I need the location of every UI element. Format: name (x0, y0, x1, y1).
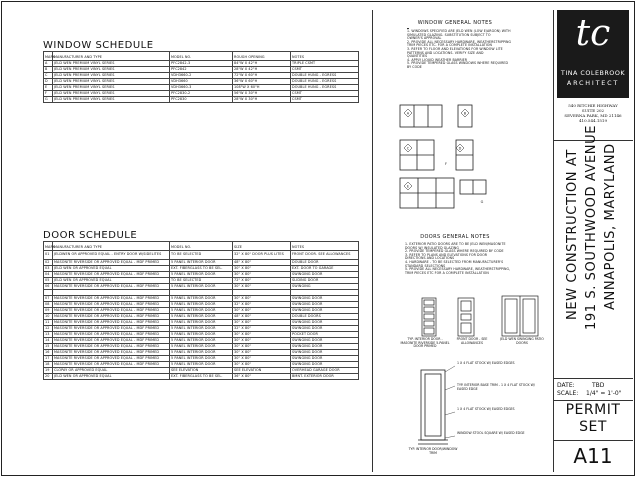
window-cell: 28"W X 30"H (233, 97, 291, 103)
door-cell: 5 PANEL INTERIOR DOOR (170, 260, 233, 266)
window-tag-c: C (406, 146, 410, 151)
window-cell: CSMT (291, 67, 359, 73)
window-cell: 72"W X 60"H (233, 73, 291, 79)
window-cell: 108"W X 60"H (233, 85, 291, 91)
door-header-cell: NOTES (291, 242, 359, 251)
door-note-line: STANDARD SELECTIONS (405, 263, 446, 268)
firm-sub: ARCHITECT (566, 79, 620, 87)
window-cell: DOUBLE HUNG - EGRESS (291, 85, 359, 91)
door-cell: MASONITE RIVERSIDE OR APPROVED EQUAL - MDF PRIMED (53, 302, 170, 308)
door-cell: 30" X 80" (233, 350, 291, 356)
door-cell: 30" X 80" (233, 266, 291, 272)
door-cell: 48" X 80" (233, 314, 291, 320)
title-block-divider (553, 10, 554, 472)
window-header-cell: MANUFACTURER AND TYPE (53, 52, 170, 61)
window-cell: VDH3660-3 (170, 85, 233, 91)
door-notes-title: DOORS GENERAL NOTES (420, 234, 490, 240)
date-label: DATE: (557, 382, 575, 389)
door-note-line: DIRECTIONS AND LOCATIONS (405, 256, 455, 261)
window-tag-f: F (444, 162, 448, 166)
door-cell: MASONITE RIVERSIDE OR APPROVED EQUAL - MDF PRIMED (53, 260, 170, 266)
door-note-line: 3. REFER TO PLANS AND ELEVATIONS FOR DOOR (405, 252, 488, 257)
door-header-row (44, 242, 359, 251)
door-cell: SWINGING DOOR (291, 272, 359, 278)
window-header-cell: NOTES (291, 52, 359, 61)
door-cell: JELD WEN OR APPROVED EQUAL (53, 266, 170, 272)
window-cell: PFC2830-2 (170, 91, 233, 97)
door-cell: 10 (44, 314, 53, 320)
window-note-line: TRIM PIECES ETC. FOR A COMPLETE INSTALLATION (407, 43, 492, 48)
trim-callout-2: TYP. INTERIOR BASE TRIM - 1 X 4 FLAT STOCK W/ EASED EDGE (457, 383, 535, 391)
window-cell: VDH3660-2 (170, 73, 233, 79)
window-cell: VDH3660 (170, 79, 233, 85)
door-cell: MASONITE RIVERSIDE OR APPROVED EQUAL - MDF PRIMED (53, 314, 170, 320)
door-cell: 30" X 80" (233, 272, 291, 278)
window-schedule-title: WINDOW SCHEDULE (43, 40, 154, 51)
door-notes-list (405, 243, 510, 275)
door-cell: 06 (44, 284, 53, 290)
door-cell: 01 (44, 251, 53, 260)
door-cell: 08 (44, 302, 53, 308)
scale-value: 1/4" = 1'-0" (586, 390, 622, 397)
door-cell: 30" X 80" (233, 338, 291, 344)
window-header-cell: MARK (44, 52, 53, 61)
sheet-number: A11 (573, 444, 613, 468)
window-cell: 28"W X 42"H (233, 67, 291, 73)
door-cell: 36" X 80" (233, 374, 291, 380)
door-cell: SWINGING DOOR (291, 320, 359, 326)
window-header-cell: MODEL NO. (170, 52, 233, 61)
date-value: TBD (592, 382, 605, 389)
door-note-line: 4. HARDWARE - TO BE SELECTED FROM MANUFACTURER'S (405, 259, 504, 264)
address-line: 540 RITCHIE HIGHWAY (568, 103, 618, 108)
door-cell: 20 (44, 374, 53, 380)
door-cell: 72" X 80" (233, 278, 291, 284)
logo-mark: tc (575, 13, 611, 54)
window-notes-title: WINDOW GENERAL NOTES (417, 20, 493, 26)
trim-callout-1: 1 X 4 FLAT STOCK W/ EASED EDGES (457, 361, 515, 365)
door-cell: MASONITE RIVERSIDE OR APPROVED EQUAL - MDF PRIMED (53, 296, 170, 302)
door-note-line: DOORS W/ INSULATED GLAZING (405, 245, 459, 250)
window-tag-a: A (406, 111, 410, 116)
door-cell: 5 PANEL INTERIOR DOOR (170, 284, 233, 290)
window-cell: CSMT (291, 91, 359, 97)
window-tag-e: E (406, 184, 410, 189)
door-cell: 5 PANEL INTERIOR DOOR (170, 362, 233, 368)
door-cell: 5 PANEL INTERIOR DOOR (170, 356, 233, 362)
door-cell: SWINGING DOOR (291, 296, 359, 302)
window-note-line: 4. APPLY LIQUID WEATHER BARRIER (407, 57, 468, 62)
window-schedule-table (43, 51, 359, 103)
window-note-line: OWNER'S APPROVAL (407, 36, 442, 41)
window-cell: JELD WEN PREMIUM VINYL SERIES (53, 73, 170, 79)
logo-block (557, 10, 629, 98)
window-note-line: 2. PROVIDE ALL NECESSARY HARDWARE, WEATHERSTRIPPING (407, 39, 512, 44)
door-note-line: 1. EXTERIOR PATIO DOORS ARE TO BE JELD WEN/MASONITE (405, 242, 506, 246)
door-cell: SWINGING DOOR (291, 356, 359, 362)
door-cell: POCKET DOOR (291, 332, 359, 338)
door-cell: 04 (44, 272, 53, 278)
door-cell: 30" X 80" (233, 284, 291, 290)
door-cell: SWINGING DOOR (291, 338, 359, 344)
door-cell: EXT. FIBERGLASS TO BE SEL. (170, 374, 233, 380)
window-note-line: BY CODE (407, 64, 422, 69)
door-cell: SLIDING DOOR (291, 278, 359, 284)
window-note-line: 5. PROVIDE TEMPERED GLASS WINDOWS WHERE REQUIRED (407, 61, 509, 66)
door-cell: SEE ELEVATION (233, 368, 291, 374)
window-tag-g: G (480, 200, 484, 204)
door-cell: 32" X 80" (233, 326, 291, 332)
window-cell: D (44, 79, 53, 85)
window-cell: DOUBLE HUNG - EGRESS (291, 79, 359, 85)
door-cell: SWINGING DOOR (291, 308, 359, 314)
address-line: SEVERNA PARK, MD 21146 (564, 113, 622, 118)
door-cell: 5 PANEL INTERIOR DOOR (170, 320, 233, 326)
sheet-divider (372, 10, 373, 472)
window-cell: PFC2842-3 (170, 61, 233, 67)
door-cell: EXT. FIBERGLASS TO BE SEL. (170, 266, 233, 272)
permit-stamp-line1: PERMIT (565, 402, 621, 418)
door-header-cell: SIZE (233, 242, 291, 251)
window-cell: JELD WEN PREMIUM VINYL SERIES (53, 97, 170, 103)
window-cell: 36"W X 60"H (233, 79, 291, 85)
door-cell: 30" X 80" (233, 362, 291, 368)
window-cell: JELD WEN PREMIUM VINYL SERIES (53, 61, 170, 67)
window-cell: A (44, 61, 53, 67)
door-cell: MASONITE RIVERSIDE OR APPROVED EQUAL - MDF PRIMED (53, 284, 170, 290)
door-cell: 17 (44, 356, 53, 362)
door-cell: FRONT DOOR. SEE ALLOWANCES (291, 251, 359, 260)
door-cell: SWINGING DOOR (291, 302, 359, 308)
door-cell: 15 (44, 344, 53, 350)
door-note-line: 5. PROVIDE ALL NECESSARY HARDWARE, WEATHERSTRIPPING, (405, 267, 511, 272)
project-line-1: NEW CONSTRUCTION AT (565, 149, 580, 320)
interior-door-label: TYP. INTERIOR DOOR - MASONITE RIVERSIDE 5-PANEL DOOR PRIMED (400, 337, 450, 348)
door-cell: 09 (44, 308, 53, 314)
door-cell: 16 (44, 350, 53, 356)
window-note-line: 3. REFER TO FLOOR AND ELEVATIONS FOR WINDOW LITE (407, 46, 503, 51)
door-cell: CLOPAY OR APPROVED EQUAL (53, 368, 170, 374)
window-cell: B (44, 67, 53, 73)
door-cell: 5 PANEL INTERIOR DOOR (170, 302, 233, 308)
door-cell: MASONITE RIVERSIDE OR APPROVED EQUAL - MDF PRIMED (53, 338, 170, 344)
door-cell: 14 (44, 338, 53, 344)
window-notes-list (407, 30, 511, 70)
door-cell: 5 PANEL INTERIOR DOOR (170, 332, 233, 338)
trim-detail-label: TYP. INTERIOR DOOR/WINDOW TRIM (408, 447, 458, 455)
door-cell: 5 PANEL INTERIOR DOOR (170, 314, 233, 320)
window-note-line: QUANTITIES (407, 54, 428, 59)
window-cell: PFC2830 (170, 97, 233, 103)
trim-callout-4: WINDOW STOOL SQUARE W/ EASED EDGE (457, 431, 525, 435)
door-cell: 5 PANEL INTERIOR DOOR (170, 350, 233, 356)
window-cell: F (44, 91, 53, 97)
window-cell: G (44, 97, 53, 103)
door-header-cell: MANUFACTURER AND TYPE (53, 242, 170, 251)
address-line: 410.544.1519 (579, 118, 607, 123)
door-cell: 02 (44, 260, 53, 266)
window-cell: TRIPLE CSMT (291, 61, 359, 67)
door-cell: 30" X 80" (233, 332, 291, 338)
door-cell: 19 (44, 368, 53, 374)
door-note-line: 2. PROVIDE TEMPERED GLASS WHERE REQUIRED BY CODE (405, 249, 504, 254)
trim-callout-3: 1 X 4 FLAT STOCK W/ EASED EDGES (457, 407, 515, 411)
door-cell: 5 PANEL INTERIOR DOOR (170, 338, 233, 344)
window-cell: JELD WEN PREMIUM VINYL SERIES (53, 79, 170, 85)
door-cell: 48" X 80" (233, 260, 291, 266)
door-cell: 5 PANEL INTERIOR DOOR (170, 308, 233, 314)
door-header-cell: MARK (44, 242, 53, 251)
door-cell: DOUBLE DOORS (291, 314, 359, 320)
window-elevations-drawing (392, 100, 492, 218)
door-header-cell: MODEL NO. (170, 242, 233, 251)
door-cell: MASONITE RIVERSIDE OR APPROVED EQUAL - MDF PRIMED (53, 356, 170, 362)
address-line: SUITE 202 (581, 108, 605, 113)
window-cell: DOUBLE HUNG - EGRESS (291, 73, 359, 79)
window-cell: JELD WEN PREMIUM VINYL SERIES (53, 85, 170, 91)
door-cell: MASONITE RIVERSIDE OR APPROVED EQUAL - MDF PRIMED (53, 350, 170, 356)
door-cell: OVERHEAD GARAGE DOOR (291, 368, 359, 374)
window-cell: JELD WEN PREMIUM VINYL SERIES (53, 67, 170, 73)
window-tag-b: B (463, 111, 467, 116)
patio-door-label: JELD WEN SWINGING PATIO DOORS (500, 337, 544, 345)
door-cell: 18 (44, 362, 53, 368)
permit-stamp-line2: SET (579, 419, 607, 435)
window-cell: E (44, 85, 53, 91)
window-note-line: PATTERNS AND LOCATIONS. VERIFY SIZE AND (407, 50, 484, 55)
door-cell: MASONITE RIVERSIDE OR APPROVED EQUAL - MDF PRIMED (53, 362, 170, 368)
door-schedule-title: DOOR SCHEDULE (43, 230, 138, 241)
door-cell: 07 (44, 296, 53, 302)
window-cell: CSMT (291, 97, 359, 103)
window-cell: 56"W X 30"H (233, 91, 291, 97)
door-cell: BMNT. EXTERIOR DOOR (291, 374, 359, 380)
door-cell: 32" X 80" DOOR PLUS LITES (233, 251, 291, 260)
door-cell: SWINGING DOOR (291, 350, 359, 356)
door-cell: SWINGING (291, 284, 359, 290)
table-row (44, 251, 359, 260)
door-schedule-table (43, 241, 359, 380)
door-cell: 32" X 80" (233, 302, 291, 308)
window-tag-d: D (458, 146, 462, 151)
door-cell: MASONITE RIVERSIDE OR APPROVED EQUAL - MDF PRIMED (53, 272, 170, 278)
window-header-row (44, 52, 359, 61)
door-cell: 30" X 80" (233, 296, 291, 302)
door-cell: 30" X 80" (233, 356, 291, 362)
project-line-3: ANNAPOLIS, MARYLAND (603, 143, 618, 310)
front-door-label: FRONT DOOR - SEE ALLOWANCES (456, 337, 488, 345)
window-cell: 84"W X 42"H (233, 61, 291, 67)
door-cell: JELD WEN OR APPROVED EQUAL (53, 374, 170, 380)
door-cell: MASONITE RIVERSIDE OR APPROVED EQUAL - MDF PRIMED (53, 344, 170, 350)
door-cell: SWINGING DOOR (291, 362, 359, 368)
scale-label: SCALE: (557, 390, 579, 397)
door-cell: 11 (44, 320, 53, 326)
window-header-cell: ROUGH OPENING (233, 52, 291, 61)
door-cell: 30" X 80" (233, 320, 291, 326)
door-cell: JELD WEN OR APPROVED EQUAL (53, 278, 170, 284)
door-cell: TO BE SELECTED (170, 278, 233, 284)
door-cell: 30" X 80" (233, 308, 291, 314)
door-cell: 13 (44, 332, 53, 338)
window-note-line: SIMULATED GLAZING. SUBSTITUTION SUBJECT TO (407, 32, 491, 37)
door-cell: 05 (44, 278, 53, 284)
door-cell: SWINGING DOOR (291, 326, 359, 332)
door-cell: MASONITE RIVERSIDE OR APPROVED EQUAL - MDF PRIMED (53, 320, 170, 326)
window-cell: PFC2842 (170, 67, 233, 73)
door-cell: DOUBLE DOOR (291, 260, 359, 266)
door-cell: 5 PANEL INTERIOR DOOR (170, 344, 233, 350)
table-row (44, 374, 359, 380)
window-cell: JELD WEN PREMIUM VINYL SERIES (53, 91, 170, 97)
window-cell: C (44, 73, 53, 79)
door-cell: 03 (44, 266, 53, 272)
door-cell: 30" X 80" (233, 344, 291, 350)
door-cell: MASONITE RIVERSIDE OR APPROVED EQUAL - MDF PRIMED (53, 326, 170, 332)
door-cell: 12 (44, 326, 53, 332)
table-row (44, 97, 359, 103)
door-cell: MASONITE RIVERSIDE OR APPROVED EQUAL - MDF PRIMED (53, 332, 170, 338)
door-cell: SWINGING DOOR (291, 344, 359, 350)
door-cell: SEE ELEVATION (170, 368, 233, 374)
project-line-2: 191 S. SOUTHWOOD AVENUE (584, 124, 599, 330)
door-cell: TO BE SELECTED (170, 251, 233, 260)
door-cell: EXT. DOOR TO GARAGE (291, 266, 359, 272)
door-cell: MASONITE RIVERSIDE OR APPROVED EQUAL - MDF PRIMED (53, 308, 170, 314)
firm-name: TINA COLEBROOK (560, 69, 626, 77)
window-note-line: 1. WINDOWS SPECIFIED ARE JELD WEN (LOW E/ARGON) WITH (407, 29, 511, 33)
door-cell: 5 PANEL INTERIOR DOOR (170, 326, 233, 332)
door-cell: JELDWEN OR APPROVED EQUAL - ENTRY DOOR W/SIDELITES (53, 251, 170, 260)
door-cell: 5 PANEL INTERIOR DOOR (170, 296, 233, 302)
firm-address (557, 103, 629, 123)
door-note-line: TRIM PIECES ETC FOR A COMPLETE INSTALLATION (405, 270, 489, 275)
door-cell: 5 PANEL INTERIOR DOOR (170, 272, 233, 278)
